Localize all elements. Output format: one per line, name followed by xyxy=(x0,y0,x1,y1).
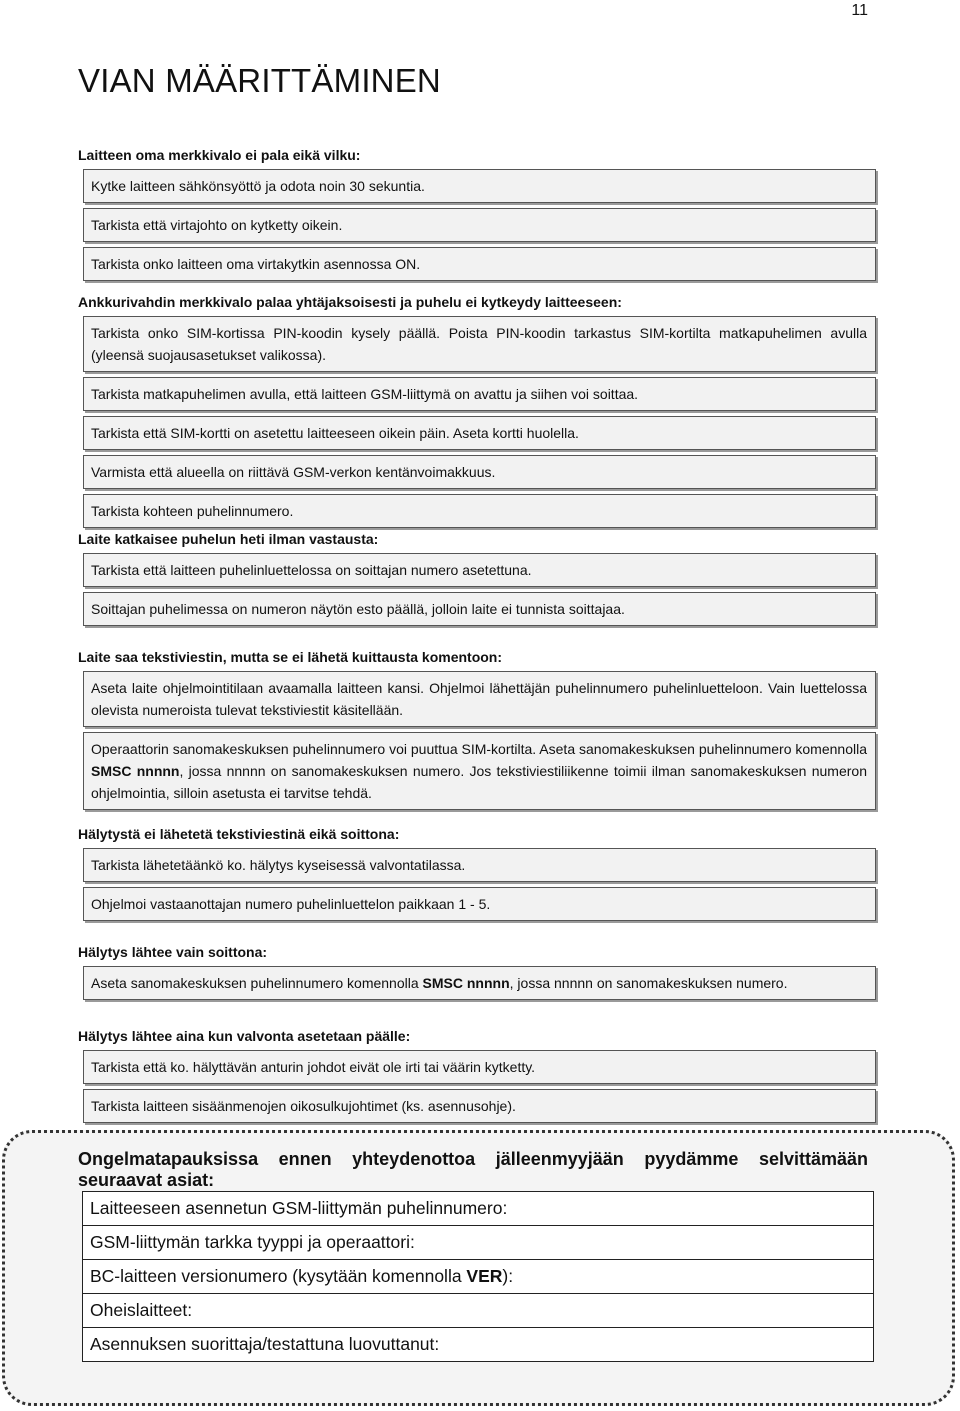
section-heading: Laite saa tekstiviestin, mutta se ei lähetä kuittausta komentoon: xyxy=(78,649,503,665)
section-heading: Ankkurivahdin merkkivalo palaa yhtäjaksoisesti ja puhelu ei kytkeydy laitteeseen: xyxy=(78,294,622,310)
instruction-text: , jossa nnnnn on sanomakeskuksen numero. xyxy=(509,975,788,991)
section-heading: Laitteen oma merkkivalo ei pala eikä vilku: xyxy=(78,147,361,163)
section-alarm-call-only xyxy=(78,943,876,1005)
table-row xyxy=(83,1226,874,1260)
instruction-text: Operaattorin sanomakeskuksen puhelinnumero voi puuttua SIM-kortilta. Aseta sanomakeskuksen puhelinnumero komennolla xyxy=(91,741,867,757)
section-heading: Hälytystä ei lähetetä tekstiviestinä eikä soittona: xyxy=(78,826,400,842)
section-call-cut xyxy=(78,530,876,631)
info-field: Oheislaitteet: xyxy=(83,1294,874,1328)
info-field: Asennuksen suorittaja/testattuna luovuttanut: xyxy=(83,1328,874,1362)
command-text: SMSC nnnnn xyxy=(422,975,510,991)
instruction-box: Varmista että alueella on riittävä GSM-verkon kentänvoimakkuus. xyxy=(83,455,876,489)
section-heading: Laite katkaisee puhelun heti ilman vastausta: xyxy=(78,531,379,547)
info-heading: Ongelmatapauksissa ennen yhteydenottoa jälleenmyyjään pyydämme selvittämään seuraavat asiat: xyxy=(78,1149,868,1190)
instruction-box: Soittajan puhelimessa on numeron näytön esto päällä, jolloin laite ei tunnista soittajaa. xyxy=(83,592,876,626)
info-field-text: ): xyxy=(502,1266,514,1286)
page-number: 11 xyxy=(851,2,868,19)
command-text: SMSC nnnnn xyxy=(91,763,180,779)
instruction-box: Tarkista onko laitteen oma virtakytkin asennossa ON. xyxy=(83,247,876,281)
instruction-box xyxy=(83,966,876,1000)
info-field xyxy=(83,1260,874,1294)
table-row xyxy=(83,1192,874,1226)
instruction-box: Tarkista että laitteen puhelinluettelossa on soittajan numero asetettuna. xyxy=(83,553,876,587)
section-call-not-connecting xyxy=(78,293,876,533)
table-row xyxy=(83,1294,874,1328)
table-row xyxy=(83,1328,874,1362)
instruction-box: Tarkista onko SIM-kortissa PIN-koodin kysely päällä. Poista PIN-koodin tarkastus SIM-kortilta matkapuhelimen avulla (yleensä suojausasetukset valikossa). xyxy=(83,316,876,372)
instruction-box: Aseta laite ohjelmointitilaan avaamalla laitteen kansi. Ohjelmoi lähettäjän puhelinnumero puhelinluetteloon. Vain luettelossa olevista numeroista tulevat tekstiviestit käsitellään. xyxy=(83,671,876,727)
instruction-box: Tarkista matkapuhelimen avulla, että laitteen GSM-liittymä on avattu ja siihen voi soittaa. xyxy=(83,377,876,411)
instruction-box: Tarkista että SIM-kortti on asetettu laitteeseen oikein päin. Aseta kortti huolella. xyxy=(83,416,876,450)
section-heading: Hälytys lähtee aina kun valvonta asetetaan päälle: xyxy=(78,1028,411,1044)
instruction-text: , jossa nnnnn on sanomakeskuksen numero. Jos tekstiviestiliikenne toimii ilman sanomakeskuksen numeron ohjelmointia, silloin asetusta ei tarvitse tehdä. xyxy=(91,763,867,801)
section-sms-no-ack xyxy=(78,648,876,815)
info-field: Laitteeseen asennetun GSM-liittymän puhelinnumero: xyxy=(83,1192,874,1226)
instruction-text: Aseta sanomakeskuksen puhelinnumero komennolla xyxy=(91,975,423,991)
instruction-box xyxy=(83,732,876,810)
info-table xyxy=(82,1191,874,1362)
instruction-box: Kytke laitteen sähkönsyöttö ja odota noin 30 sekuntia. xyxy=(83,169,876,203)
info-field-text: BC-laitteen versionumero (kysytään komennolla xyxy=(90,1266,467,1286)
page-title: VIAN MÄÄRITTÄMINEN xyxy=(78,62,441,99)
section-alarm-not-sent xyxy=(78,825,876,926)
section-led-off xyxy=(78,146,876,286)
instruction-box: Tarkista laitteen sisäänmenojen oikosulkujohtimet (ks. asennusohje). xyxy=(83,1089,876,1123)
info-field: GSM-liittymän tarkka tyyppi ja operaattori: xyxy=(83,1226,874,1260)
section-alarm-on-arm xyxy=(78,1027,876,1128)
instruction-box: Tarkista lähetetäänkö ko. hälytys kyseisessä valvontatilassa. xyxy=(83,848,876,882)
instruction-box: Tarkista että ko. hälyttävän anturin johdot eivät ole irti tai väärin kytketty. xyxy=(83,1050,876,1084)
table-row xyxy=(83,1260,874,1294)
instruction-box: Ohjelmoi vastaanottajan numero puhelinluettelon paikkaan 1 - 5. xyxy=(83,887,876,921)
instruction-box: Tarkista kohteen puhelinnumero. xyxy=(83,494,876,528)
instruction-box: Tarkista että virtajohto on kytketty oikein. xyxy=(83,208,876,242)
section-heading: Hälytys lähtee vain soittona: xyxy=(78,944,268,960)
command-text: VER xyxy=(466,1266,503,1286)
